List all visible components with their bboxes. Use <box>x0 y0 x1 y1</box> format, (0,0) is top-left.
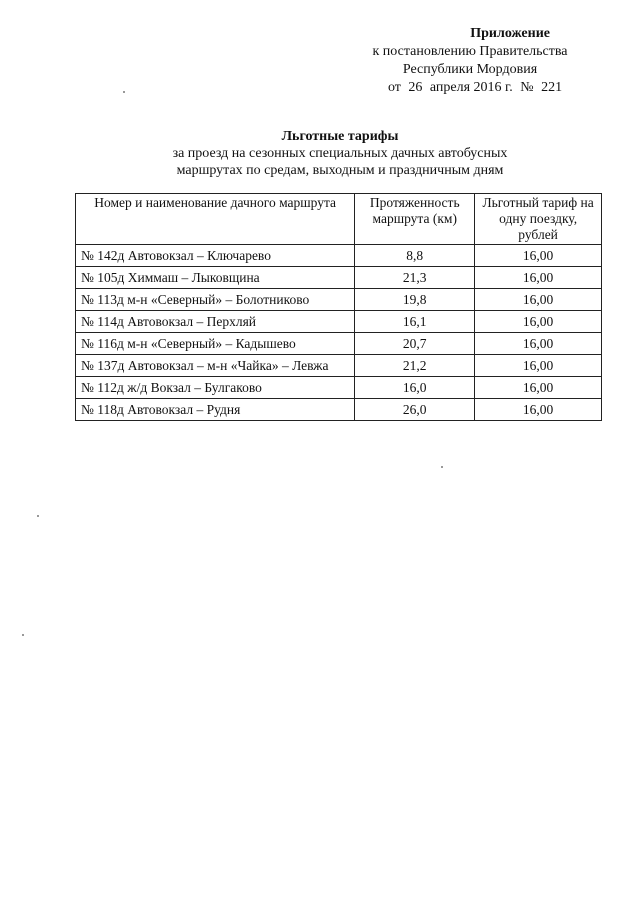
table-row <box>76 289 602 311</box>
length-cell: 16,0 <box>355 377 475 399</box>
route-cell: № 112д ж/д Вокзал – Булгаково <box>76 377 355 399</box>
fare-cell: 16,00 <box>475 289 602 311</box>
heading-subtitle-2: маршрутах по средам, выходным и праздничным дням <box>176 163 504 178</box>
appendix-line-1: к постановлению Правительства <box>372 44 568 59</box>
route-cell: № 142д Автовокзал – Ключарево <box>76 245 355 267</box>
fare-cell: 16,00 <box>475 311 602 333</box>
date-prefix: от <box>387 80 401 95</box>
route-cell: № 137д Автовокзал – м-н «Чайка» – Левжа <box>76 355 355 377</box>
appendix-date-line <box>330 79 610 97</box>
length-cell: 16,1 <box>355 311 475 333</box>
fare-cell: 16,00 <box>475 333 602 355</box>
table-header-row <box>76 194 602 245</box>
table-row <box>76 333 602 355</box>
document-number: 221 <box>541 80 563 95</box>
appendix-line-2: Республики Мордовия <box>402 62 538 77</box>
table-row <box>76 311 602 333</box>
route-cell: № 105д Химмаш – Лыковщина <box>76 267 355 289</box>
header-route: Номер и наименование дачного маршрута <box>76 194 355 245</box>
length-cell: 21,3 <box>355 267 475 289</box>
route-cell: № 118д Автовокзал – Рудня <box>76 399 355 421</box>
length-cell: 21,2 <box>355 355 475 377</box>
heading-title: Льготные тарифы <box>281 129 399 144</box>
fare-cell: 16,00 <box>475 355 602 377</box>
fare-cell: 16,00 <box>475 267 602 289</box>
heading-subtitle-1: за проезд на сезонных специальных дачных автобусных <box>172 146 508 161</box>
length-cell: 8,8 <box>355 245 475 267</box>
header-length: Протяженность маршрута (км) <box>355 194 475 245</box>
table-row <box>76 355 602 377</box>
scan-speck <box>123 91 125 93</box>
fare-cell: 16,00 <box>475 245 602 267</box>
date-month-year: апреля 2016 г. <box>429 80 513 95</box>
appendix-title: Приложение <box>470 26 550 41</box>
header-fare: Льготный тариф на одну поездку, рублей <box>475 194 602 245</box>
table-row <box>76 377 602 399</box>
scan-speck <box>441 466 443 468</box>
appendix-block <box>330 25 610 97</box>
scan-speck <box>22 634 24 636</box>
length-cell: 26,0 <box>355 399 475 421</box>
date-day: 26 <box>408 80 423 95</box>
tariffs-table <box>75 193 602 421</box>
table-row <box>76 267 602 289</box>
route-cell: № 113д м-н «Северный» – Болотниково <box>76 289 355 311</box>
length-cell: 20,7 <box>355 333 475 355</box>
fare-cell: 16,00 <box>475 377 602 399</box>
number-prefix: № <box>520 80 534 95</box>
scan-speck <box>37 515 39 517</box>
table-row <box>76 399 602 421</box>
fare-cell: 16,00 <box>475 399 602 421</box>
document-heading <box>75 128 605 179</box>
route-cell: № 116д м-н «Северный» – Кадышево <box>76 333 355 355</box>
table-row <box>76 245 602 267</box>
length-cell: 19,8 <box>355 289 475 311</box>
route-cell: № 114д Автовокзал – Перхляй <box>76 311 355 333</box>
